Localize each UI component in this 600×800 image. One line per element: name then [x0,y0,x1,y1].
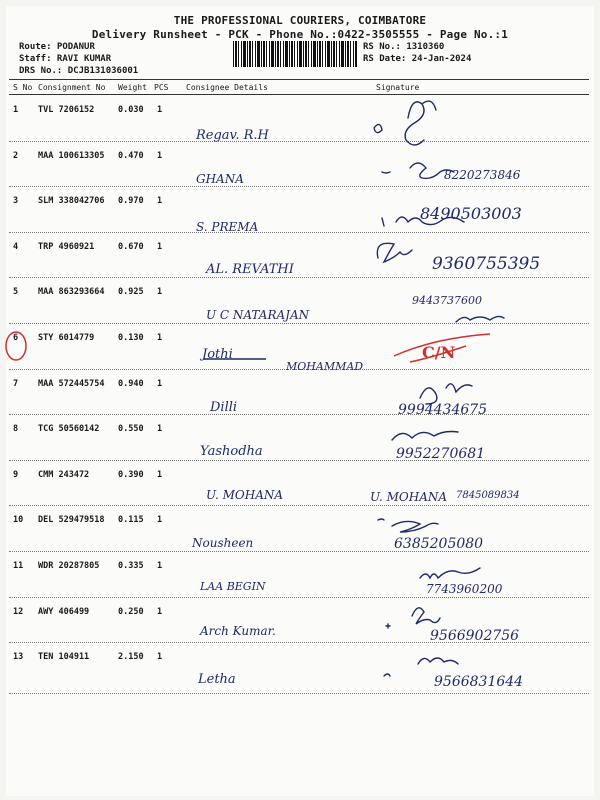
row-sno: 4 [13,241,19,252]
row-weight: 0.940 [118,378,144,389]
row-consignment-no: SLM 338042706 [38,196,105,207]
handwritten-phone: 8220273846 [444,168,521,182]
col-signature: Signature [376,83,420,92]
row-sno: 9 [13,469,19,480]
col-consignment: Consignment No [38,83,106,92]
handwritten-phone: 9994434675 [398,402,488,418]
handwritten-consignee: MOHAMMAD [286,360,364,373]
col-weight: Weight [118,83,147,92]
mark-10 [378,519,384,520]
row-weight: 0.030 [118,105,144,115]
handwritten-phone: 7743960200 [426,582,503,596]
row-sno: 7 [13,378,19,389]
row-weight: 0.335 [118,561,144,571]
signature-12 [412,608,440,624]
rs-number: RS No.: 1310360 [363,42,445,52]
row-weight: 0.550 [118,424,144,435]
handwritten-consignee: U C NATARAJAN [206,308,310,322]
handwritten-consignee: Nousheen [192,536,254,550]
struck-name: Jothi [202,347,233,362]
rs-date: RS Date: 24-Jan-2024 [363,54,472,64]
row-sno: 6 [13,333,19,343]
row-sno: 10 [13,515,24,526]
handwritten-phone: 9566902756 [430,628,520,644]
row-pcs: 1 [157,378,163,389]
handwritten-phone: 8490503003 [420,204,522,223]
handwritten-phone: 6385205080 [394,536,484,552]
row-pcs: 1 [157,196,163,207]
row-pcs: 1 [157,105,163,115]
row-weight: 0.970 [118,196,144,207]
col-sno: S No [13,83,33,92]
row-consignment-no: STY 6014779 [38,333,95,343]
table-bottom-rule [9,693,589,694]
row-sno: 12 [13,606,24,617]
signature-8 [392,432,458,441]
row-weight: 0.670 [118,241,144,252]
row-consignment-no: TRP 4960921 [38,241,95,252]
plus-mark-12 [386,624,390,628]
row-sno: 5 [13,287,19,298]
mark-13 [384,674,390,676]
handwritten-phone: 9952270681 [396,446,486,462]
row-pcs: 1 [157,424,163,435]
handwritten-consignee: Arch Kumar. [200,624,276,638]
tick-mark-1 [374,124,382,132]
signature-1 [405,101,436,145]
row-weight: 0.130 [118,333,144,343]
handwritten-phone: 9360755395 [432,254,541,274]
handwritten-consignee: S. PREMA [196,220,259,234]
signature-9: U. MOHANA [370,490,448,504]
company-name: THE PROFESSIONAL COURIERS, COIMBATORE [173,14,427,27]
mark-3 [382,218,384,226]
handwritten-consignee: U. MOHANA [206,488,284,502]
return-mark: C/N [422,343,456,362]
staff-label: Staff: RAVI KUMAR [19,54,112,64]
handwritten-consignee: Letha [198,672,236,687]
row-sno: 8 [13,424,19,435]
row-pcs: 1 [157,241,163,252]
row-pcs: 1 [157,606,163,617]
signature-10 [392,521,438,532]
row-consignment-no: TEN 104911 [38,652,90,663]
mark-2 [382,172,390,173]
signature-4 [377,243,412,262]
runsheet-title: Delivery Runsheet - PCK - Phone No.:0422-3505555 - Page No.:1 [91,28,509,41]
row-weight: 0.470 [118,150,144,161]
handwritten-consignee: GHANA [196,172,244,186]
row-pcs: 1 [157,287,163,298]
row-weight: 0.925 [118,287,144,298]
handwritten-consignee: AL. REVATHI [206,262,294,277]
row6-circle [6,332,26,360]
handwritten-consignee: Dilli [210,400,238,415]
row-weight: 0.250 [118,606,144,617]
handwritten-consignee: Regav. R.H [196,128,269,143]
row-consignment-no: WDR 20287805 [38,561,100,571]
row-pcs: 1 [157,333,163,343]
row-consignment-no: AWY 406499 [38,606,90,617]
row-sno: 2 [13,150,19,161]
row-weight: 0.115 [118,515,144,526]
row-consignment-no: CMM 243472 [38,469,90,480]
row-pcs: 1 [157,652,163,663]
row-weight: 2.150 [118,652,144,663]
signature-13 [418,658,458,664]
handwritten-consignee: Yashodha [200,444,263,459]
col-consignee: Consignee Details [186,83,268,92]
col-pcs: PCS [154,83,169,92]
row-sno: 1 [13,105,19,115]
handwritten-phone: 7845089834 [456,490,520,501]
route-label: Route: PODANUR [19,42,95,52]
handwritten-consignee: LAA BEGIN [200,580,266,593]
row-sno: 11 [13,561,24,571]
drs-number: DRS No.: DCJB131036001 [19,66,139,76]
row-pcs: 1 [157,561,163,571]
handwritten-phone: 9566831644 [434,674,524,690]
row-consignment-no: MAA 572445754 [38,378,105,389]
row-consignment-no: TVL 7206152 [38,105,95,115]
signature-7 [420,384,472,404]
row-pcs: 1 [157,515,163,526]
row-consignment-no: MAA 100613305 [38,150,105,161]
row-consignment-no: TCG 50560142 [38,424,100,435]
row-sno: 3 [13,196,19,207]
row-weight: 0.390 [118,469,144,480]
row-consignment-no: DEL 529479518 [38,515,105,526]
row-pcs: 1 [157,150,163,161]
handwritten-phone: 9443737600 [412,294,482,307]
signature-5 [456,316,504,322]
signature-11 [420,568,480,578]
row-consignment-no: MAA 863293664 [38,287,105,298]
row-sno: 13 [13,652,24,663]
row-pcs: 1 [157,469,163,480]
